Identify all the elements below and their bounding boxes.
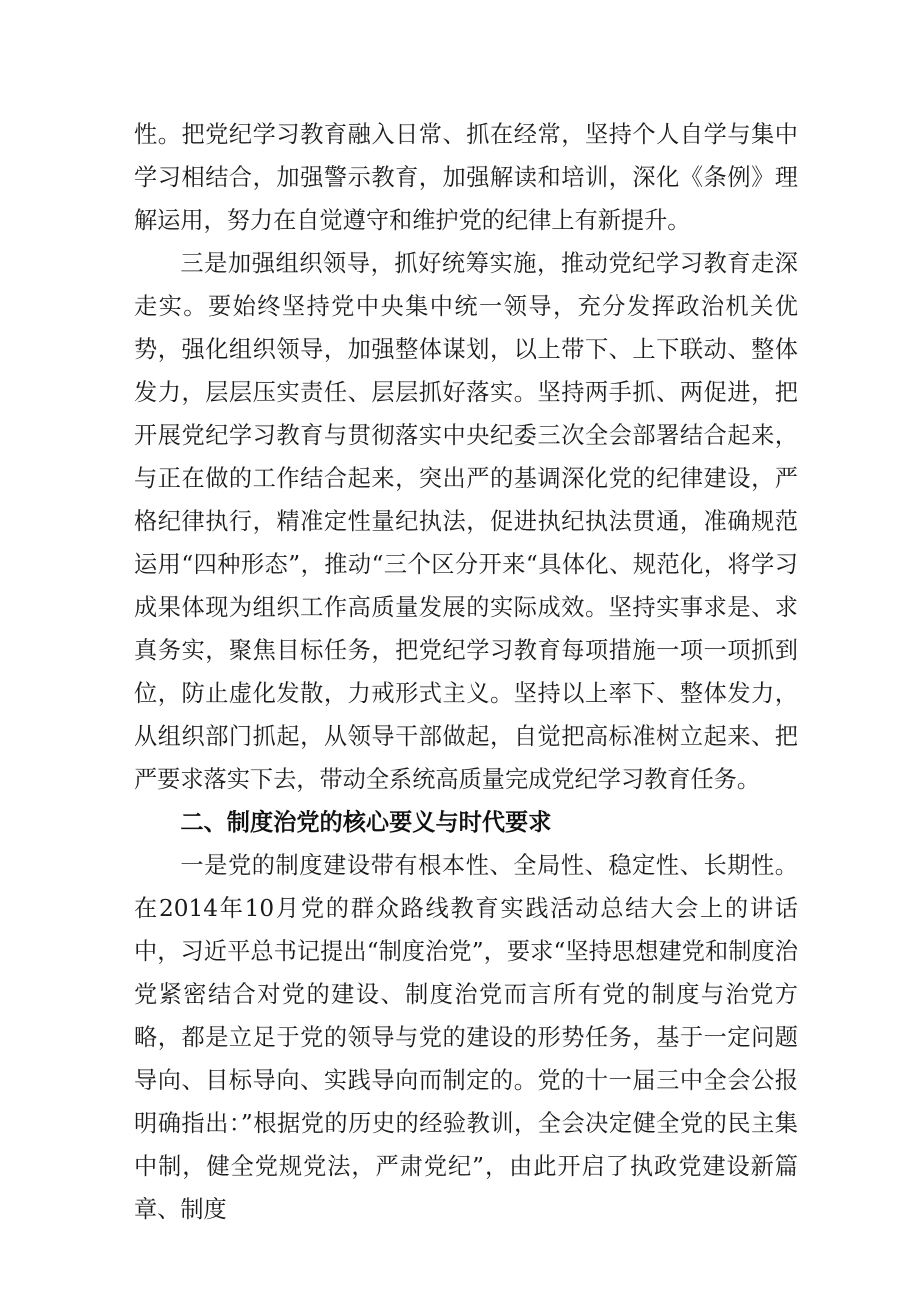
paragraph-continuation: 性。把党纪学习教育融入日常、抓在经常，坚持个人自学与集中学习相结合，加强警示教育，加强解读和培训，深化《条例》理解运用，努力在自觉遵守和维护党的纪律上有新提升。	[134, 121, 798, 234]
section-heading: 二、制度治党的核心要义与时代要求	[180, 809, 552, 836]
paragraph-institutional-building: 一是党的制度建设带有根本性、全局性、稳定性、长期性。在2014年10月党的群众路线教育实践活动总结大会上的讲话中，习近平总书记提出“制度治党”，要求“坚持思想建党和制度治党紧密结合对党的建设、制度治党而言所有党的制度与治党方略，都是立足于党的领导与党的建设的形势任务，基于一定问题导向、目标导向、实践导向而制定的。党的十一届三中全会公报明确指出：”根据党的历史的经验教训，全会决定健全党的民主集中制，健全党规党法，严肃党纪”，由此开启了执政党建设新篇章、制度	[134, 852, 798, 1223]
paragraph-organization-leadership: 三是加强组织领导，抓好统筹实施，推动党纪学习教育走深走实。要始终坚持党中央集中统一领导，充分发挥政治机关优势，强化组织领导，加强整体谋划，以上带下、上下联动、整体发力，层层压实责任、层层抓好落实。坚持两手抓、两促进，把开展党纪学习教育与贯彻落实中央纪委三次全会部署结合起来，与正在做的工作结合起来，突出严的基调深化党的纪律建设，严格纪律执行，精准定性量纪执法，促进执纪执法贯通，准确规范运用“四种形态”，推动“三个区分开来“具体化、规范化，将学习成果体现为组织工作高质量发展的实际成效。坚持实事求是、求真务实，聚焦目标任务，把党纪学习教育每项措施一项一项抓到位，防止虚化发散，力戒形式主义。坚持以上率下、整体发力，从组织部门抓起，从领导干部做起，自觉把高标准树立起来、把严要求落实下去，带动全系统高质量完成党纪学习教育任务。	[134, 250, 798, 793]
document-body	[134, 113, 798, 1231]
